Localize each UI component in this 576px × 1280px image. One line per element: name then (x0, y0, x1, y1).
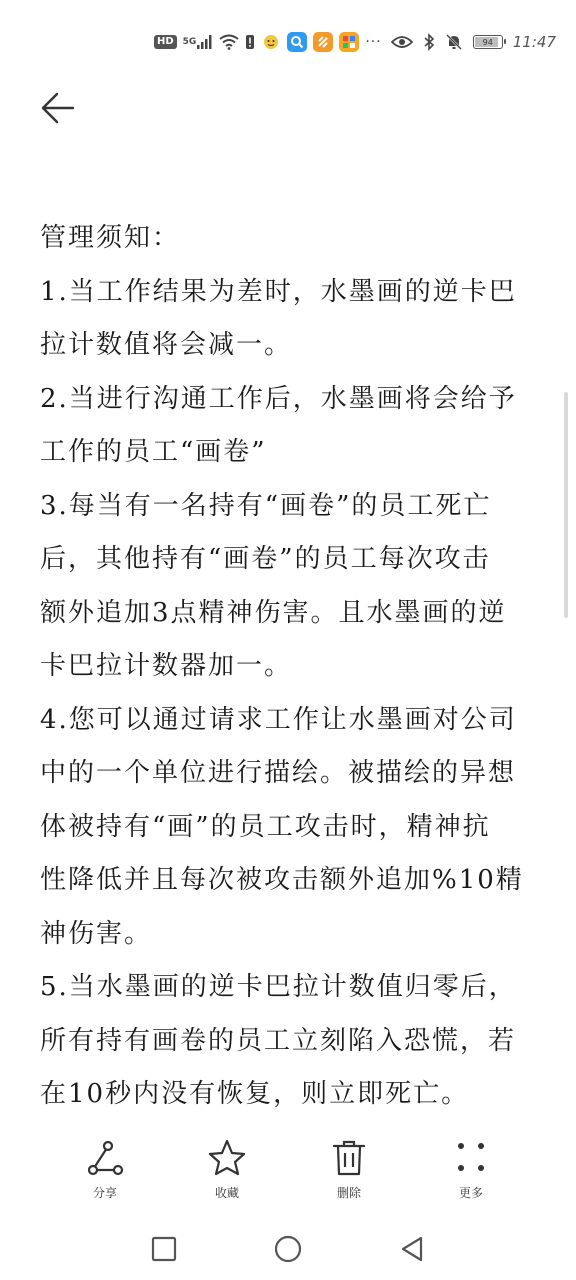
tool-app-icon (339, 32, 359, 52)
bluetooth-icon (423, 33, 435, 51)
eye-icon (391, 35, 413, 49)
note-line: 3.每当有一名持有“画卷”的员工死亡 (40, 490, 492, 521)
status-time: 11:47 (512, 33, 556, 51)
note-line: 中的一个单位进行描绘。被描绘的异想 (40, 758, 517, 788)
search-app-icon (287, 32, 307, 52)
bottom-toolbar (0, 1138, 576, 1210)
share-label: 分享 (92, 1186, 117, 1200)
note-line: 性降低并且每次被攻击额外追加%10精 (40, 865, 524, 895)
note-line: 4.您可以通过请求工作让水墨画对公司 (40, 704, 517, 735)
share-button[interactable] (65, 1138, 145, 1210)
favorite-button[interactable] (187, 1138, 267, 1210)
weather-app-icon (261, 32, 281, 52)
note-line: 卡巴拉计数器加一。 (40, 651, 293, 681)
battery-icon (473, 35, 503, 49)
home-circle-icon (273, 1234, 303, 1264)
more-notifications-indicator: ··· (365, 34, 382, 50)
note-line: 工作的员工“画卷” (40, 437, 267, 467)
mute-bell-icon (445, 33, 463, 51)
home-button[interactable] (268, 1229, 308, 1269)
back-triangle-icon (398, 1235, 426, 1263)
nav-back-button[interactable] (392, 1229, 432, 1269)
orange-app-icon (313, 32, 333, 52)
note-line: 5.当水墨画的逆卡巴拉计数值归零后， (40, 972, 517, 1002)
status-right (391, 33, 556, 51)
note-line: 后，其他持有“画卷”的员工每次攻击 (40, 544, 491, 574)
delete-button[interactable] (309, 1138, 389, 1210)
delete-label: 删除 (336, 1186, 361, 1200)
trash-icon (329, 1138, 369, 1178)
note-line: 神伤害。 (40, 918, 153, 949)
note-line: 1.当工作结果为差时，水墨画的逆卡巴 (40, 276, 517, 307)
status-bar (0, 0, 576, 84)
recents-square-icon (150, 1235, 178, 1263)
hd-badge: HD (154, 35, 177, 49)
note-line: 拉计数值将会减一。 (40, 330, 293, 360)
battery-level: 94 (482, 37, 493, 47)
note-line: 体被持有“画”的员工攻击时，精神抗 (40, 811, 491, 842)
note-line: 所有持有画卷的员工立刻陷入恐慌，若 (40, 1025, 517, 1056)
share-icon (85, 1138, 125, 1178)
more-dots-icon (451, 1138, 491, 1178)
favorite-label: 收藏 (214, 1186, 239, 1200)
recents-button[interactable] (144, 1229, 184, 1269)
status-left (154, 32, 382, 52)
note-line: 额外追加3点精神伤害。且水墨画的逆 (40, 597, 507, 628)
note-content[interactable] (40, 212, 540, 1122)
note-line: 2.当进行沟通工作后，水墨画将会给予 (40, 383, 517, 414)
system-nav-bar (0, 1222, 576, 1276)
more-label: 更多 (458, 1186, 483, 1200)
wifi-icon (219, 34, 239, 50)
network-type: 5G (182, 37, 197, 47)
signal-icon (183, 35, 214, 49)
scrollbar[interactable] (564, 392, 568, 618)
note-line: 在10秒内没有恢复，则立即死亡。 (40, 1079, 470, 1109)
note-line: 管理须知： (40, 223, 181, 253)
more-button[interactable] (431, 1138, 511, 1210)
alert-icon (245, 34, 255, 50)
star-icon (207, 1138, 247, 1178)
back-button[interactable] (38, 88, 78, 128)
back-arrow-icon (40, 90, 76, 126)
